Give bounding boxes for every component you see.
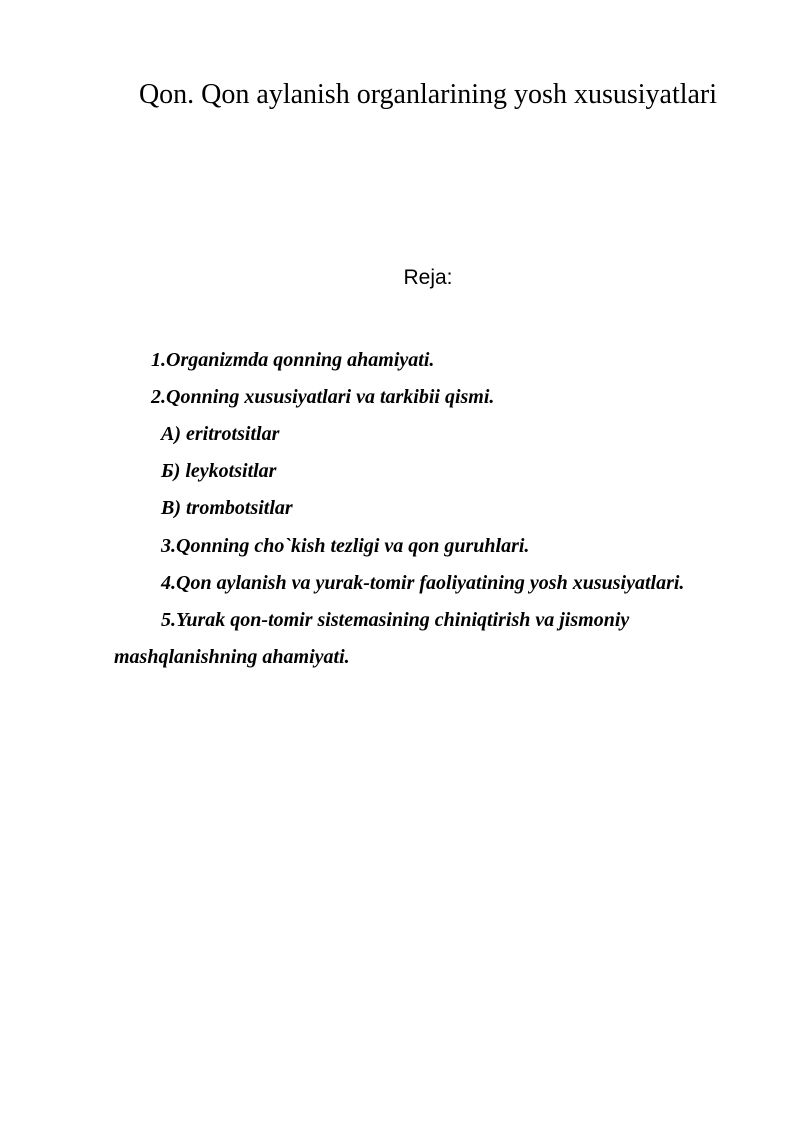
plan-subitem-leukocytes: Б) leykotsitlar bbox=[161, 460, 277, 482]
plan-item-circulation-age: 4.Qon aylanish va yurak-tomir faoliyatining yosh xususiyatlari. bbox=[161, 572, 685, 594]
plan-subitem-erythrocytes: A) eritrotsitlar bbox=[161, 423, 280, 445]
plan-item-cardiovascular-training-continued: mashqlanishning ahamiyati. bbox=[114, 646, 350, 668]
plan-item-blood-importance: 1.Organizmda qonning ahamiyati. bbox=[151, 349, 435, 371]
plan-item-blood-properties: 2.Qonning xususiyatlari va tarkibii qismi. bbox=[151, 386, 495, 408]
plan-subitem-thrombocytes: B) trombotsitlar bbox=[161, 497, 293, 519]
plan-item-cardiovascular-training: 5.Yurak qon-tomir sistemasining chiniqtirish va jismoniy bbox=[161, 609, 630, 631]
document-title: Qon. Qon aylanish organlarining yosh xususiyatlari bbox=[138, 79, 718, 110]
plan-item-sedimentation-groups: 3.Qonning cho`kish tezligi va qon guruhlari. bbox=[161, 535, 530, 557]
plan-heading: Reja: bbox=[403, 266, 453, 289]
